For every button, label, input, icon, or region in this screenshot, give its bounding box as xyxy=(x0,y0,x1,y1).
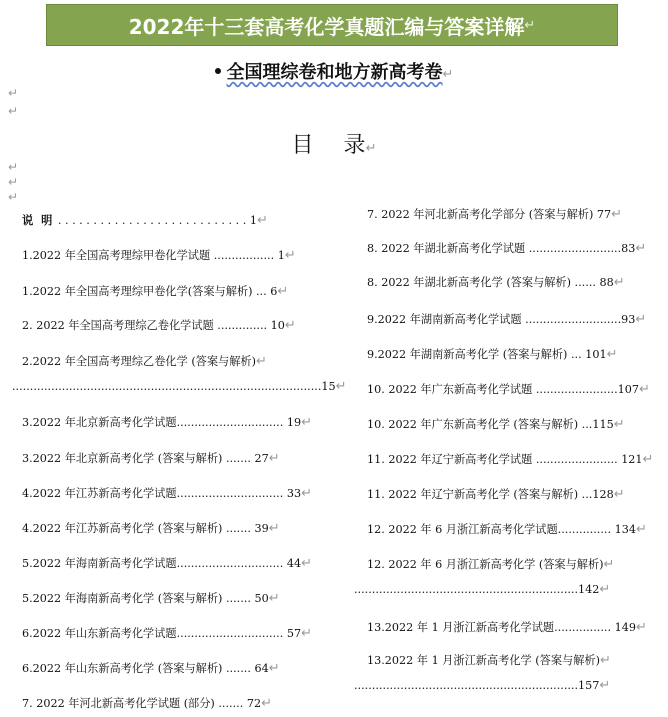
paragraph-mark: ↵ xyxy=(638,382,650,397)
toc-entry-link[interactable]: 6.2022 年山东新高考化学试题.............................. 57↵ xyxy=(22,626,312,641)
paragraph-mark: ↵ xyxy=(599,582,611,597)
toc-entry-page: 64 xyxy=(254,662,269,675)
toc-entry-link[interactable]: 9.2022 年湖南新高考化学 (答案与解析) ... 101↵ xyxy=(367,347,618,362)
toc-entry-page: 88 xyxy=(599,276,614,289)
toc-entry-link[interactable]: 11. 2022 年辽宁新高考化学试题 ....................... 121↵ xyxy=(367,452,654,467)
paragraph-mark: ↵ xyxy=(301,626,312,641)
toc-entry-page: 83 xyxy=(621,242,636,255)
paragraph-mark: ↵ xyxy=(284,248,296,263)
toc-entry-title: 3.2022 年北京新高考化学试题 xyxy=(22,416,177,429)
toc-entry-page: 15 xyxy=(321,380,336,393)
toc-entry-link[interactable]: 6.2022 年山东新高考化学 (答案与解析) ....... 64↵ xyxy=(22,661,280,676)
toc-entry-link[interactable]: 9.2022 年湖南新高考化学试题 ...........................93↵ xyxy=(367,312,647,327)
toc-entry-page: 39 xyxy=(254,522,269,535)
toc-entry-title: 4.2022 年江苏新高考化学 (答案与解析) xyxy=(22,522,223,535)
toc-entry-page: 77 xyxy=(596,208,612,221)
toc-entry-title: 说 明 xyxy=(22,213,55,227)
toc-entry-link[interactable]: 13.2022 年 1 月浙江新高考化学试题................ 149↵ xyxy=(367,620,647,635)
toc-heading-part-1: 目 xyxy=(291,133,314,158)
toc-entry-page: 107 xyxy=(617,383,639,396)
toc-entry-title: 1.2022 年全国高考理综甲卷化学试题 xyxy=(22,249,211,262)
toc-entry-title: 2. 2022 年全国高考理综乙卷化学试题 xyxy=(22,319,214,332)
toc-entry-link[interactable]: 5.2022 年海南新高考化学试题.............................. 44↵ xyxy=(22,556,312,571)
toc-entry-title: 3.2022 年北京新高考化学 (答案与解析) xyxy=(22,452,223,465)
paragraph-mark: ↵ xyxy=(8,190,19,204)
toc-entry-link[interactable]: 3.2022 年北京新高考化学 (答案与解析) ....... 27↵ xyxy=(22,451,280,466)
toc-entry-title: 11. 2022 年辽宁新高考化学试题 xyxy=(367,453,533,466)
paragraph-mark: ↵ xyxy=(613,487,625,502)
toc-entry-title: 10. 2022 年广东新高考化学 (答案与解析) xyxy=(367,418,579,431)
toc-entry-link[interactable] xyxy=(367,652,611,668)
toc-entry-page: 134 xyxy=(614,523,636,536)
toc-entry-link[interactable] xyxy=(367,206,622,222)
toc-entry-link[interactable]: 5.2022 年海南新高考化学 (答案与解析) ....... 50↵ xyxy=(22,591,280,606)
document-subtitle: 全国理综卷和地方新高考卷 xyxy=(226,62,443,83)
toc-entry-continuation[interactable]: ...............................................................157↵ xyxy=(354,678,611,693)
paragraph-mark: ↵ xyxy=(8,86,19,100)
toc-entry-title: 7. 2022 年河北新高考化学部分 (答案与解析) xyxy=(367,208,594,221)
toc-entry-title: 9.2022 年湖南新高考化学试题 xyxy=(367,313,522,326)
paragraph-mark: ↵ xyxy=(603,557,615,572)
toc-entry-link[interactable]: 10. 2022 年广东新高考化学试题 .......................107↵ xyxy=(367,382,650,397)
paragraph-mark: ↵ xyxy=(642,452,654,467)
toc-entry-title: 8. 2022 年湖北新高考化学试题 xyxy=(367,242,526,255)
toc-entry-title: 11. 2022 年辽宁新高考化学 (答案与解析) xyxy=(367,488,579,501)
toc-entry-page: 93 xyxy=(621,313,636,326)
toc-entry-title: 1.2022 年全国高考理综甲卷化学(答案与解析) xyxy=(22,285,253,298)
toc-entry-page: 115 xyxy=(592,418,614,431)
paragraph-mark: ↵ xyxy=(8,175,19,189)
toc-entry-page: 19 xyxy=(286,416,302,429)
paragraph-mark: ↵ xyxy=(268,451,280,466)
toc-entry-link[interactable]: 12. 2022 年 6 月浙江新高考化学试题............... 134↵ xyxy=(367,522,647,537)
toc-entry-title: 10. 2022 年广东新高考化学试题 xyxy=(367,383,533,396)
toc-entry-link[interactable]: 说 明 . . . . . . . . . . . . . . . . . . . . . . . . . . . 1↵ xyxy=(22,213,268,228)
toc-entry-title: 4.2022 年江苏新高考化学试题 xyxy=(22,487,177,500)
toc-entry-page: 149 xyxy=(614,621,636,634)
toc-heading-part-2: 录 xyxy=(343,133,366,158)
toc-entry-link[interactable]: 4.2022 年江苏新高考化学试题.............................. 33↵ xyxy=(22,486,312,501)
toc-entry-link[interactable]: 2. 2022 年全国高考理综乙卷化学试题 .............. 10↵ xyxy=(22,318,296,333)
toc-entry-link[interactable]: 8. 2022 年湖北新高考化学 (答案与解析) ...... 88↵ xyxy=(367,275,625,290)
title-banner xyxy=(46,4,618,46)
paragraph-mark: ↵ xyxy=(599,678,611,693)
toc-entry-page: 157 xyxy=(578,679,600,692)
subtitle-line xyxy=(0,58,668,84)
paragraph-mark: ↵ xyxy=(8,160,19,174)
toc-entry-link[interactable]: 8. 2022 年湖北新高考化学试题 ..........................83↵ xyxy=(367,241,647,256)
toc-entry-title: 13.2022 年 1 月浙江新高考化学试题 xyxy=(367,621,555,634)
toc-entry-page: 57 xyxy=(286,627,302,640)
toc-entry-link[interactable]: 3.2022 年北京新高考化学试题.............................. 19↵ xyxy=(22,415,312,430)
toc-entry-title: 12. 2022 年 6 月浙江新高考化学试题 xyxy=(367,523,558,536)
toc-entry-page: 33 xyxy=(286,487,302,500)
toc-entry-page: 72 xyxy=(246,697,262,710)
toc-entry-title: 9.2022 年湖南新高考化学 (答案与解析) xyxy=(367,348,568,361)
toc-heading xyxy=(0,128,668,159)
paragraph-mark: ↵ xyxy=(268,661,280,676)
toc-entry-title: 5.2022 年海南新高考化学 (答案与解析) xyxy=(22,592,223,605)
toc-entry-page: 6 xyxy=(270,285,278,298)
paragraph-mark: ↵ xyxy=(613,417,625,432)
paragraph-mark: ↵ xyxy=(301,486,312,501)
paragraph-mark: ↵ xyxy=(268,591,280,606)
toc-entry-page: 44 xyxy=(286,557,302,570)
toc-entry-title: 8. 2022 年湖北新高考化学 (答案与解析) xyxy=(367,276,571,289)
toc-entry-page: 1 xyxy=(249,214,258,227)
toc-entry-link[interactable]: 4.2022 年江苏新高考化学 (答案与解析) ....... 39↵ xyxy=(22,521,280,536)
paragraph-mark: ↵ xyxy=(442,67,454,82)
toc-entry-link[interactable]: 11. 2022 年辽宁新高考化学 (答案与解析) ...128↵ xyxy=(367,487,625,502)
toc-entry-title: 7. 2022 年河北新高考化学试题 (部分) xyxy=(22,697,215,710)
paragraph-mark: ↵ xyxy=(256,354,267,369)
toc-entry-continuation[interactable]: .......................................................................................15↵ xyxy=(12,379,347,394)
paragraph-mark: ↵ xyxy=(8,104,19,118)
toc-entry-page: 10 xyxy=(270,319,285,332)
paragraph-mark: ↵ xyxy=(277,284,289,299)
paragraph-mark: ↵ xyxy=(335,379,347,394)
toc-entry-title: 5.2022 年海南新高考化学试题 xyxy=(22,557,177,570)
paragraph-mark: ↵ xyxy=(257,213,268,228)
toc-entry-page: 128 xyxy=(592,488,614,501)
toc-entry-link[interactable]: 10. 2022 年广东新高考化学 (答案与解析) ...115↵ xyxy=(367,417,625,432)
paragraph-mark: ↵ xyxy=(635,312,647,327)
toc-entry-title: 6.2022 年山东新高考化学 (答案与解析) xyxy=(22,662,223,675)
paragraph-mark: ↵ xyxy=(606,347,618,362)
paragraph-mark: ↵ xyxy=(599,653,611,668)
toc-entry-title: 12. 2022 年 6 月浙江新高考化学 (答案与解析) xyxy=(367,558,604,571)
toc-entry-title: 13.2022 年 1 月浙江新高考化学 (答案与解析) xyxy=(367,654,600,667)
toc-entry-link[interactable]: 1.2022 年全国高考理综甲卷化学(答案与解析) ... 6↵ xyxy=(22,284,289,299)
paragraph-mark: ↵ xyxy=(524,17,536,33)
paragraph-mark: ↵ xyxy=(635,522,647,537)
toc-entry-page: 121 xyxy=(621,453,643,466)
toc-entry-link[interactable]: 7. 2022 年河北新高考化学试题 (部分) ....... 72↵ xyxy=(22,696,272,711)
paragraph-mark: ↵ xyxy=(261,696,272,711)
toc-entry-continuation[interactable]: ...............................................................142↵ xyxy=(354,582,611,597)
toc-entry-title: 2.2022 年全国高考理综乙卷化学 (答案与解析) xyxy=(22,355,256,368)
paragraph-mark: ↵ xyxy=(613,275,625,290)
toc-entry-link[interactable]: 1.2022 年全国高考理综甲卷化学试题 ................. 1↵ xyxy=(22,248,296,263)
paragraph-mark: ↵ xyxy=(365,141,377,156)
paragraph-mark: ↵ xyxy=(635,620,647,635)
toc-entry-page: 1 xyxy=(277,249,285,262)
bullet-icon xyxy=(215,68,221,74)
paragraph-mark: ↵ xyxy=(301,556,312,571)
toc-entry-page: 101 xyxy=(585,348,607,361)
toc-entry-link[interactable] xyxy=(367,556,614,572)
paragraph-mark: ↵ xyxy=(284,318,296,333)
toc-entry-page: 27 xyxy=(254,452,269,465)
paragraph-mark: ↵ xyxy=(268,521,280,536)
toc-entry-link[interactable] xyxy=(22,353,267,369)
toc-entry-page: 142 xyxy=(578,583,600,596)
paragraph-mark: ↵ xyxy=(611,207,623,222)
document-title: 2022年十三套高考化学真题汇编与答案详解 xyxy=(128,14,525,39)
paragraph-mark: ↵ xyxy=(635,241,647,256)
toc-entry-title: 6.2022 年山东新高考化学试题 xyxy=(22,627,177,640)
toc-entry-page: 50 xyxy=(254,592,269,605)
paragraph-mark: ↵ xyxy=(301,415,312,430)
